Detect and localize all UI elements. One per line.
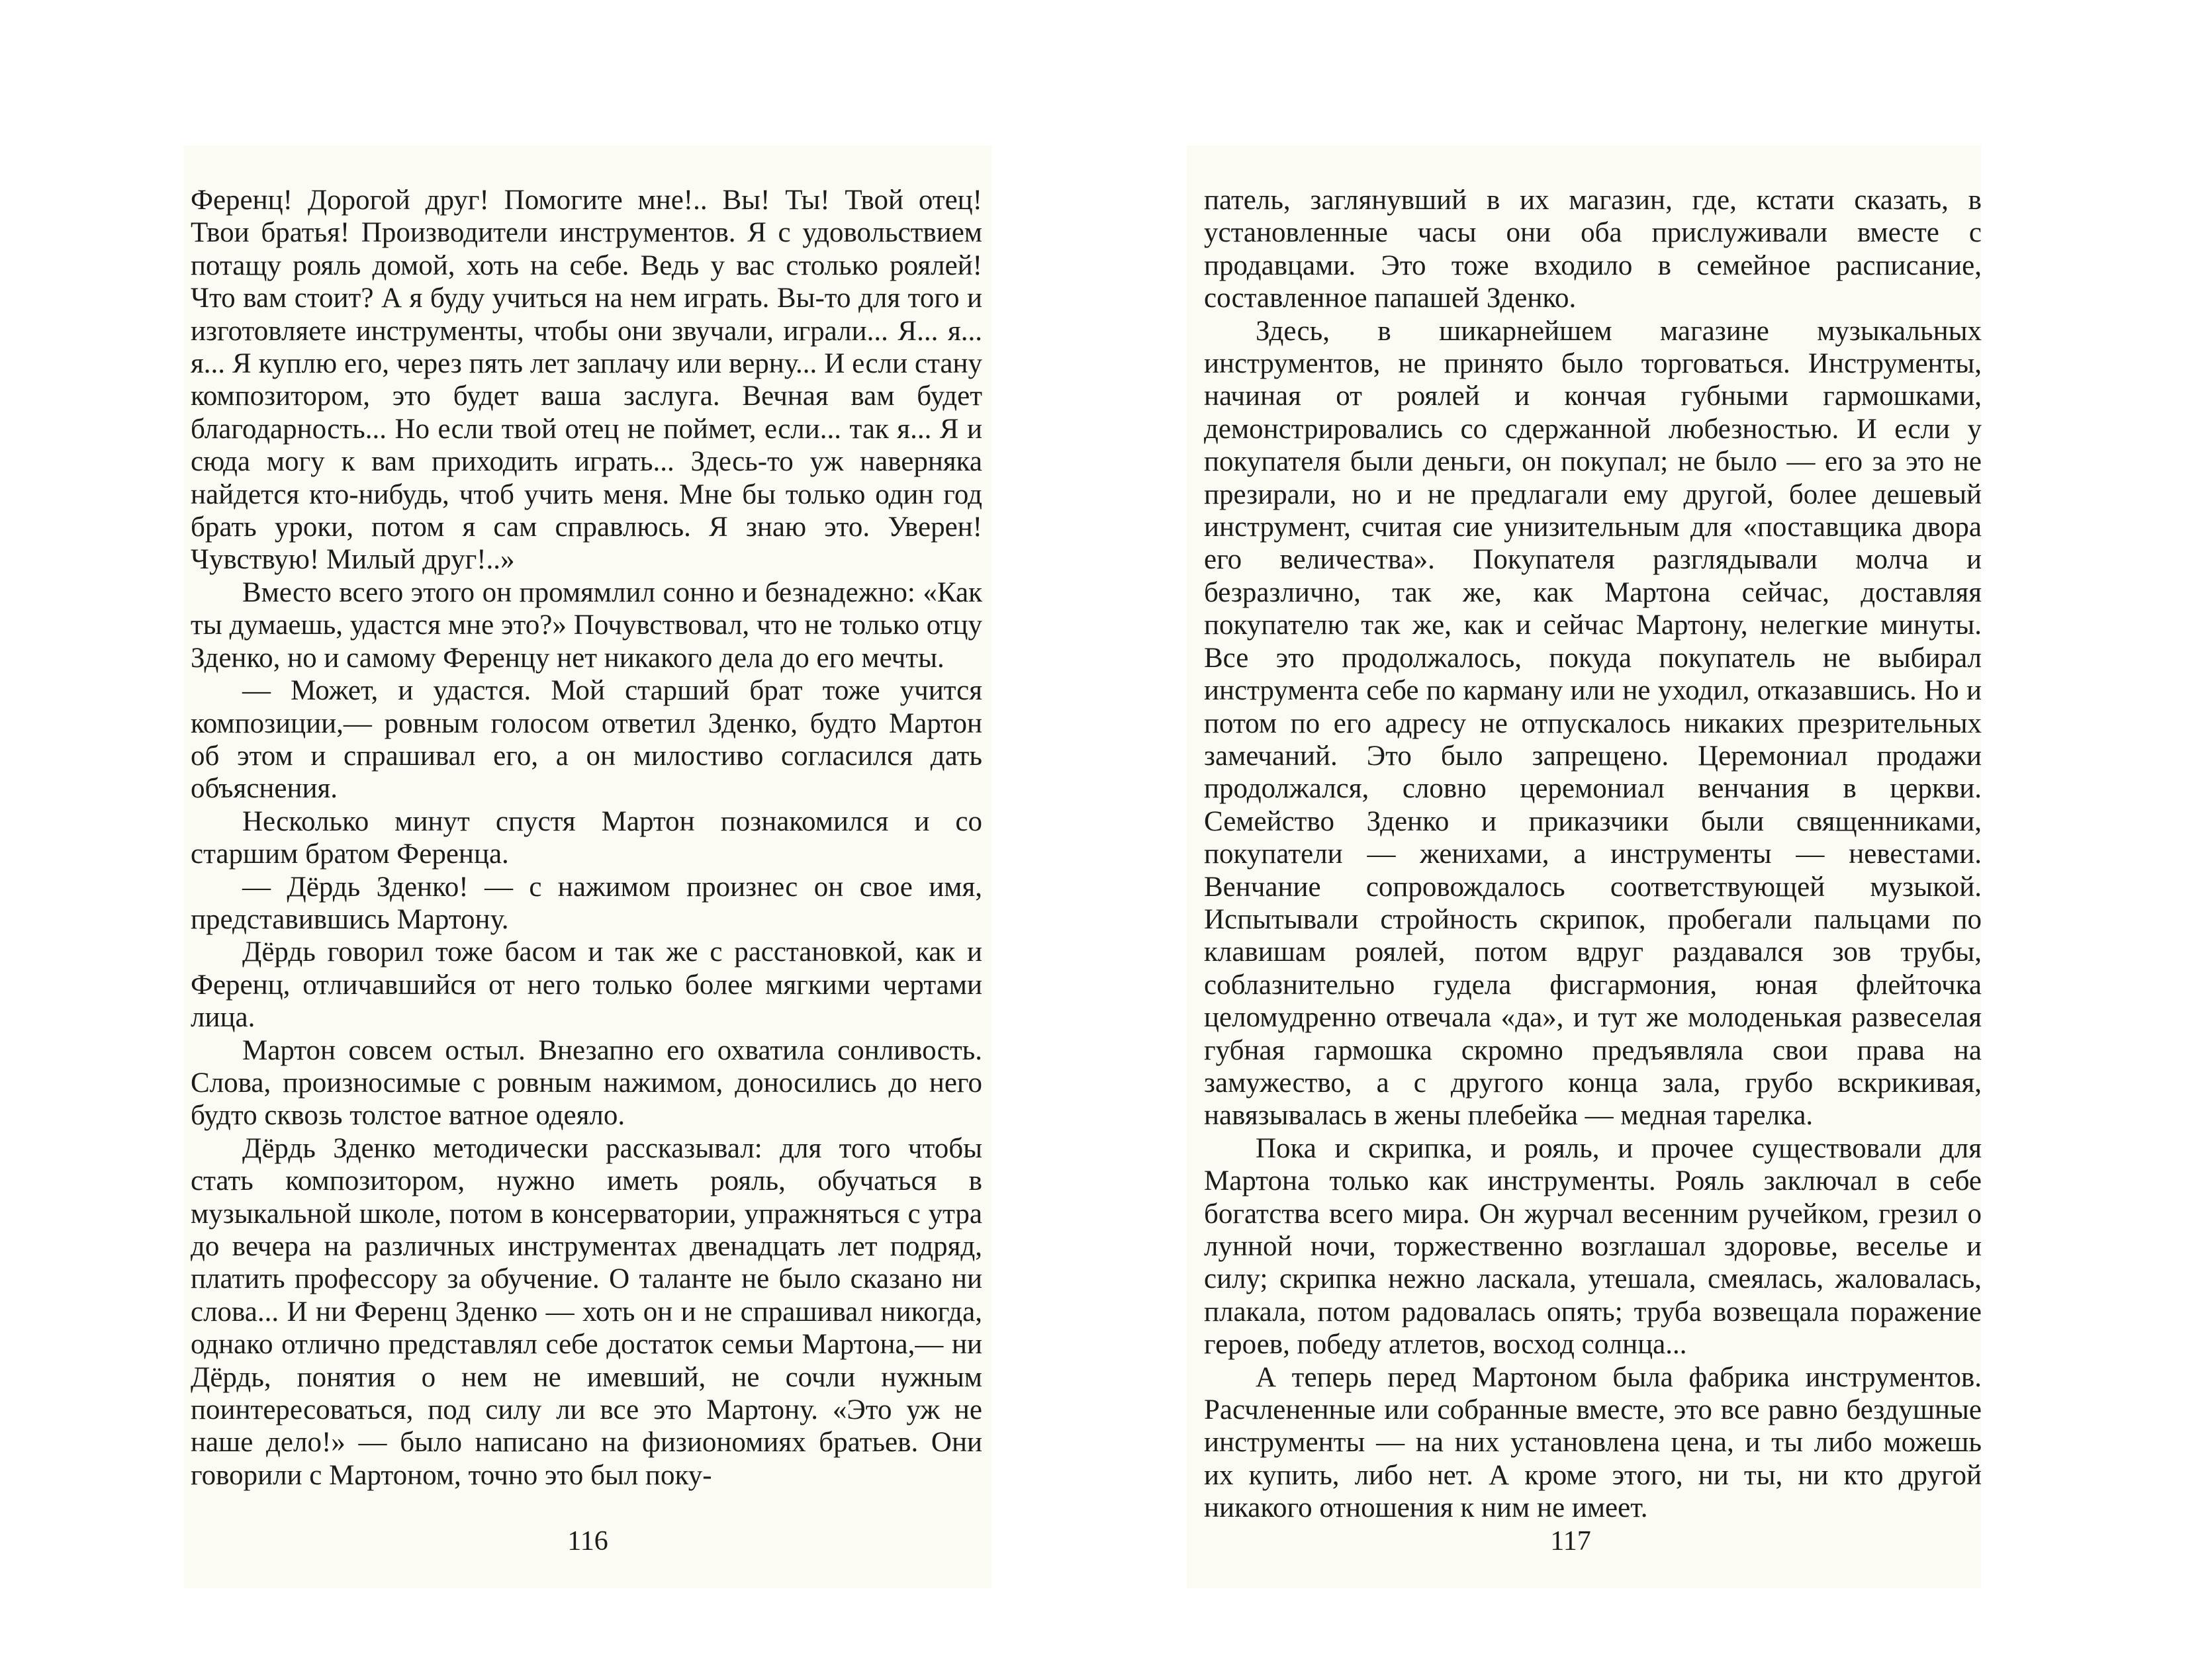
paragraph: Дёрдь говорил тоже басом и так же с расстановкой, как и Ференц, отличавшийся от него только более мягкими чертами лица.: [191, 936, 982, 1034]
page-number: 117: [1550, 1526, 1591, 1556]
paragraph: Вместо всего этого он промямлил сонно и безнадежно: «Как ты думаешь, удастся мне это?» Почувствовал, что не только отцу Зденко, но и самому Ференцу нет никакого дела до его мечты.: [191, 576, 982, 674]
right-page: [1187, 146, 1981, 1588]
paragraph: Несколько минут спустя Мартон познакомился и со старшим братом Ференца.: [191, 805, 982, 870]
paragraph: патель, заглянувший в их магазин, где, кстати сказать, в установленные часы они оба прислуживали вместе с продавцами. Это тоже входило в семейное расписание, составленное папашей Зденко.: [1204, 185, 1982, 314]
paragraph: Мартон совсем остыл. Внезапно его охватила сонливость. Слова, произносимые с ровным нажимом, доносились до него будто сквозь толстое ватное одеяло.: [191, 1034, 982, 1132]
page-number: 116: [567, 1526, 608, 1556]
paragraph: Дёрдь Зденко методически рассказывал: для того чтобы стать композитором, нужно иметь рояль, обучаться в музыкальной школе, потом в консерватории, упражняться с утра до вечера на различных инструментах двенадцать лет подряд, платить профессору за обучение. О таланте не было сказано ни слова... И ни Ференц Зденко — хоть он и не спрашивал никогда, однако отлично представлял себе достаток семьи Мартона,— ни Дёрдь, понятия о нем не имевший, не сочли нужным поинтересоваться, под силу ли все это Мартону. «Это уж не наше дело!» — было написано на физиономиях братьев. Они говорили с Мартоном, точно это был поку-: [191, 1132, 982, 1491]
left-page-text: [191, 184, 982, 1492]
right-page-text: [1204, 184, 1982, 1525]
paragraph: Пока и скрипка, и рояль, и прочее существовали для Мартона только как инструменты. Рояль заключал в себе богатства всего мира. Он журчал весенним ручейком, грезил о лунной ночи, торжественно возглашал здоровье, веселье и силу; скрипка нежно ласкала, утешала, смеялась, жаловалась, плакала, потом радовалась опять; труба возвещала поражение героев, победу атлетов, восход солнца...: [1204, 1132, 1982, 1361]
paragraph: Ференц! Дорогой друг! Помогите мне!.. Вы! Ты! Твой отец! Твои братья! Производители инструментов. Я с удовольствием потащу рояль домой, хоть на себе. Ведь у вас столько роялей! Что вам стоит? А я буду учиться на нем играть. Вы-то для того и изготовляете инструменты, чтобы они звучали, играли... Я... я... я... Я куплю его, через пять лет заплачу или верну... И если стану композитором, это будет ваша заслуга. Вечная вам будет благодарность... Но если твой отец не поймет, если... так я... Я и сюда могу к вам приходить играть... Здесь-то уж наверняка найдется кто-нибудь, чтоб учить меня. Мне бы только один год брать уроки, потом я сам справлюсь. Я знаю это. Уверен! Чувствую! Милый друг!..»: [191, 185, 982, 576]
paragraph: А теперь перед Мартоном была фабрика инструментов. Расчлененные или собранные вместе, это все равно бездушные инструменты — на них установлена цена, и ты либо можешь их купить, либо нет. А кроме этого, ни ты, ни кто другой никакого отношения к ним не имеет.: [1204, 1361, 1982, 1524]
paragraph: Здесь, в шикарнейшем магазине музыкальных инструментов, не принято было торговаться. Инструменты, начиная от роялей и кончая губными гармошками, демонстрировались со сдержанной любезностью. И если у покупателя были деньги, он покупал; не было — его за это не презирали, но и не предлагали ему другой, более дешевый инструмент, считая сие унизительным для «поставщика двора его величества». Покупателя разглядывали молча и безразлично, так же, как Мартона сейчас, доставляя покупателю так же, как и сейчас Мартону, нелегкие минуты. Все это продолжалось, покуда покупатель не выбирал инструмента себе по карману или не уходил, отказавшись. Но и потом по его адресу не отпускалось никаких презрительных замечаний. Это было запрещено. Церемониал продажи продолжался, словно церемониал венчания в церкви. Семейство Зденко и приказчики были священниками, покупатели — женихами, а инструменты — невестами. Венчание сопровождалось соответствующей музыкой. Испытывали стройность скрипок, пробегали пальцами по клавишам роялей, потом вдруг раздавался зов трубы, соблазнительно гудела фисгармония, юная флейточка целомудренно отвечала «да», и тут же молоденькая развеселая губная гармошка скромно предъявляла свои права на замужество, а с другого конца зала, грубо вскрикивая, навязывалась в жены плебейка — медная тарелка.: [1204, 315, 1982, 1132]
paragraph: — Может, и удастся. Мой старший брат тоже учится композиции,— ровным голосом ответил Зденко, будто Мартон об этом и спрашивал его, а он милостиво согласился дать объяснения.: [191, 675, 982, 805]
paragraph: — Дёрдь Зденко! — с нажимом произнес он свое имя, представившись Мартону.: [191, 871, 982, 935]
left-page: [184, 146, 991, 1588]
